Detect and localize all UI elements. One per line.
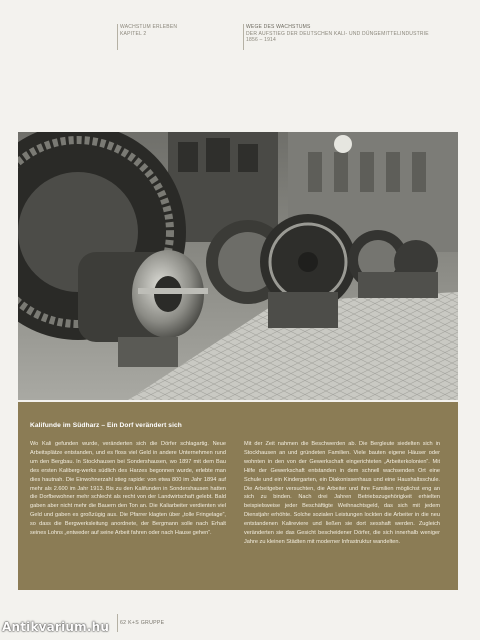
watermark: Antikvarium.hu bbox=[2, 620, 110, 634]
header-chapter bbox=[120, 24, 177, 37]
header-topic-years: 1856 – 1914 bbox=[246, 37, 277, 43]
panel-paragraph: Mit der Zeit nahmen die Beschwerden ab. Die Bergleute siedelten sich in Stockhausen an und gründeten Familien. Viele bauten eigene Häuser oder wohnten in den von der Gewerkschaft eingerichteten „Arbeiterkolonien“. Mit Hilfe der Gewerkschaft entstanden in dem schnell wachsenden Ort eine Schule und ein Kindergarten, ein Diakonissenhaus und eine Haushaltsschule. Die Arbeitgeber versuchten, die Arbeiter und ihre Familien möglichst eng an sich zu binden. Nach drei Jahren Betriebszugehörigkeit erhielten beispielsweise jeder Beschäftigte Weihnachtsgeld, das sich mit jedem Dienstjahr erhöhte. Solche sozialen Leistungen lockten die Arbeiter in die neu entstandenen Kalireviere und ließen sie dort sesshaft werden. Zugleich veränderten sie das Gesicht bescheidener Dörfer, die sich innerhalb weniger Jahre zu kleinen Städten mit moderner Infrastruktur wandelten. bbox=[244, 441, 440, 545]
panel-column-left bbox=[30, 440, 226, 538]
panel-paragraph: Wo Kali gefunden wurde, veränderten sich die Dörfer schlagartig. Neue Arbeitsplätze entstanden, und es floss viel Geld in andere Unternehmen rund um den Bergbau. In Stockhausen bei Sondershausen, wo 1897 mit dem Bau des ersten Kaliberg-werks südlich des Harzes begonnen wurde, erlebte man dies hautnah. Die Einwohnerzahl stieg rapide: von etwa 800 im Jahr 1894 auf mehr als 2.600 im Jahr 1913. Bis zu den Kalifunden in Sondershausen hatten die Dorfbewohner mehr schlecht als recht von der Landwirtschaft gelebt. Bald gaben aber nicht mehr die Bauern den Ton an. Die Kaliarbeiter verdienten viel Geld und gaben es großzügig aus. Die Pfarrer klagten über „tolle Fringelage“, so dass die Bergwerksleitung anordnete, der Bergmann solle nach Erhalt seines Lohns „entweder auf seine Arbeit fahren oder nach Hause gehen“. bbox=[30, 441, 226, 537]
header-divider-left bbox=[117, 24, 118, 50]
panel-column-right bbox=[244, 440, 440, 547]
header-topic-title: WEGE DES WACHSTUMS bbox=[246, 24, 311, 30]
footer-label: K+S GRUPPE bbox=[128, 620, 165, 626]
page-number: 62 bbox=[120, 620, 127, 626]
machine-hall-photo bbox=[18, 132, 458, 400]
header-section-title: WACHSTUM ERLEBEN bbox=[120, 24, 178, 30]
header-topic bbox=[246, 24, 429, 44]
panel-title: Kalifunde im Südharz – Ein Dorf verändert sich bbox=[30, 422, 182, 429]
info-panel bbox=[18, 402, 458, 590]
page-footer bbox=[120, 620, 164, 626]
header-topic-subtitle: DER AUFSTIEG DER DEUTSCHEN KALI- UND DÜNGEMITTELINDUSTRIE bbox=[246, 30, 429, 37]
header-divider-right bbox=[243, 24, 244, 50]
header-chapter-number: KAPITEL 2 bbox=[120, 30, 147, 37]
